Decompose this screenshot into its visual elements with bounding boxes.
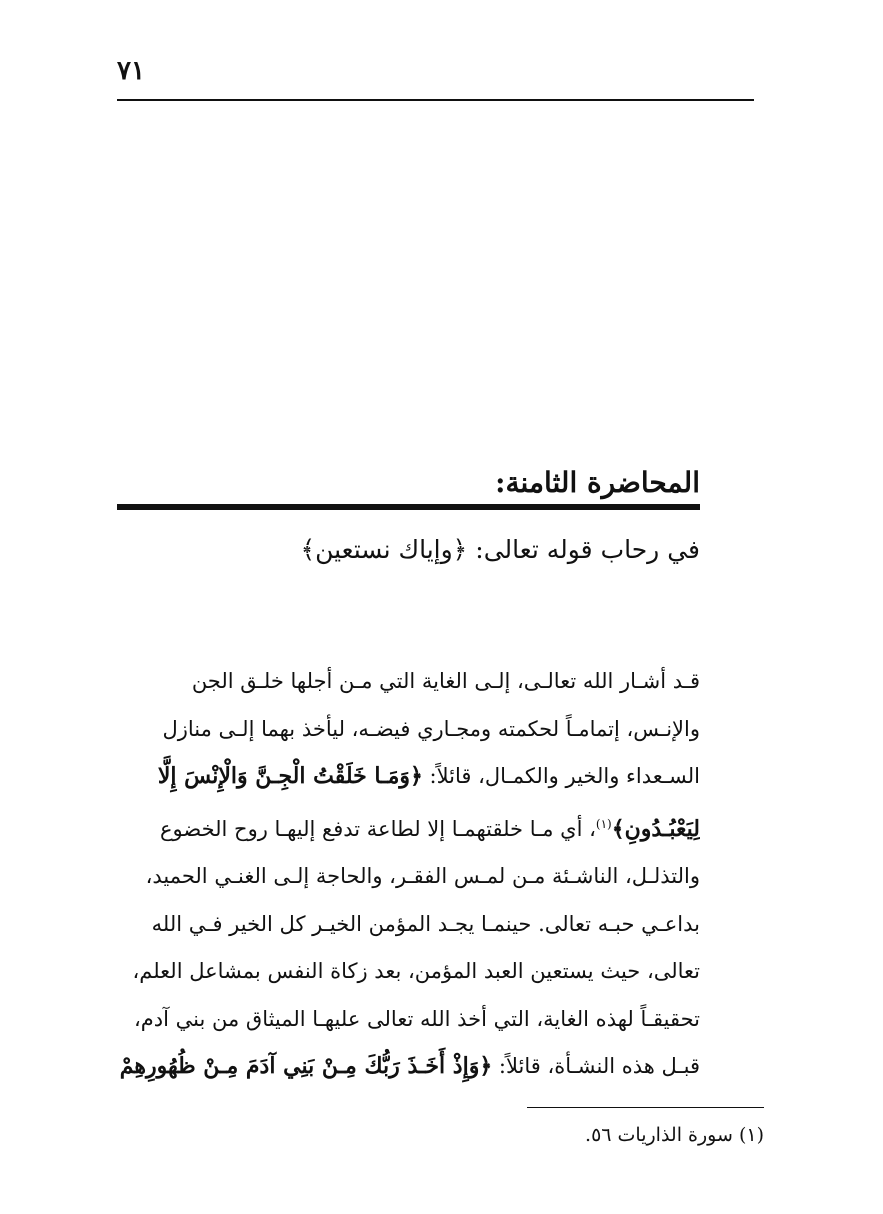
page-number: ٧١ (117, 56, 145, 86)
body-line-text: ، أي مـا خلقتهمـا إلا لطاعة تدفع إليهـا روح الخضوع (159, 816, 596, 841)
footnote-marker: (١) (595, 816, 612, 831)
body-line: قـد أشـار الله تعالـى، إلـى الغاية التي مـن أجلها خلـق الجن (191, 669, 700, 693)
quran-verse: ﴿وَإِذْ أَخَـذَ رَبُّكَ مِـنْ بَنِي آدَمَ مِـنْ ظُهُورِهِمْ (119, 1053, 493, 1079)
body-line-text: السـعداء والخير والكمـال، قائلاً: (422, 764, 700, 788)
body-line: تحقيقـاً لهذه الغاية، التي أخذ الله تعالى عليهـا الميثاق من بني آدم، (133, 1006, 700, 1031)
quran-verse: لِيَعْبُـدُونِ﴾ (611, 815, 700, 842)
body-line: والإنـس، إتمامـاً لحكمته ومجـاري فيضـه، ليأخذ بهما إلـى منازل (162, 716, 700, 741)
body-line-text: قبـل هذه النشـأة، قائلاً: (492, 1054, 700, 1078)
body-line (117, 1043, 700, 1091)
quran-verse: ﴿وَمَـا خَلَقْتُ الْجِـنَّ وَالْإِنْسَ إِلَّا (157, 763, 423, 789)
footnote: (١) سورة الذاريات ٥٦. (585, 1124, 764, 1146)
chapter-title: المحاضرة الثامنة: (495, 466, 700, 499)
body-line: والتذلـل، الناشـئة مـن لمـس الفقـر، والحاجة إلـى الغنـي الحميد، (145, 864, 700, 888)
footnote-divider (527, 1107, 764, 1108)
header-divider (117, 99, 754, 101)
body-line: تعالى، حيث يستعين العبد المؤمن، بعد زكاة النفس بمشاعل العلم، (132, 959, 700, 983)
body-line: بداعـي حبـه تعالى. حينمـا يجـد المؤمن الخيـر كل الخير فـي الله (151, 911, 700, 936)
body-paragraph (117, 658, 700, 1091)
body-line (117, 753, 700, 801)
title-underline (117, 504, 700, 510)
body-line (117, 801, 700, 854)
chapter-subtitle: في رحاب قوله تعالى: ﴿وإياك نستعين﴾ (300, 535, 700, 564)
